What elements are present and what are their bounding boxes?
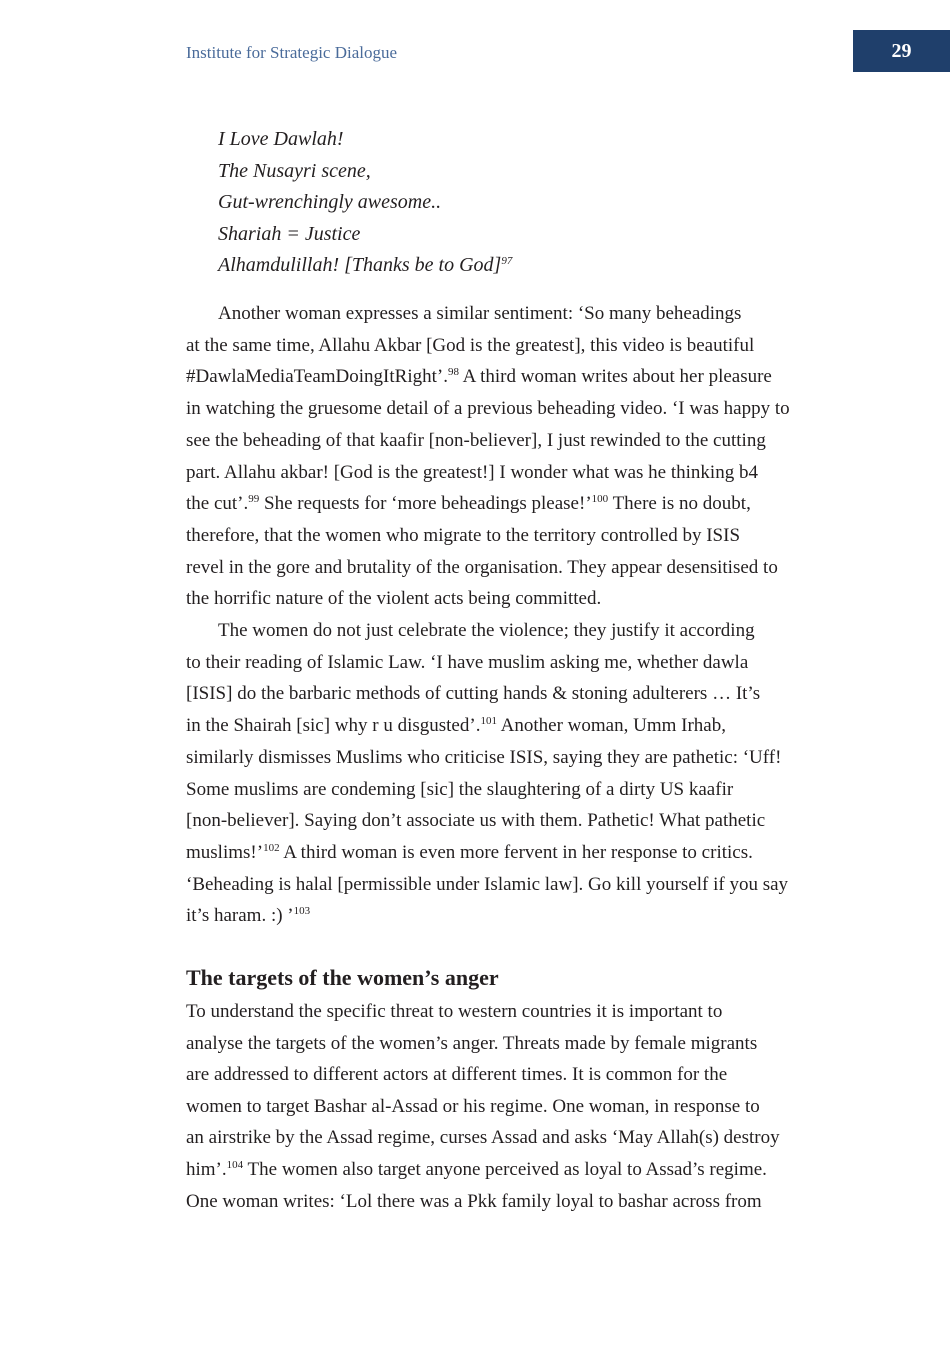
text-line: analyse the targets of the women’s anger. Threats made by female migrants [186,1032,758,1054]
text-line: similarly dismisses Muslims who criticise ISIS, saying they are pathetic: ‘Uff! [186,746,782,768]
text-run: A third woman is even more fervent in her response to critics. [279,841,753,863]
footnote-ref: 97 [501,255,513,268]
poem-quote [218,124,512,282]
text-run: him’. [186,1158,227,1180]
poem-line: I Love Dawlah! [218,128,344,150]
text-line: The women do not just celebrate the violence; they justify it according [218,620,755,641]
text-line: to their reading of Islamic Law. ‘I have muslim asking me, whether dawla [186,651,749,673]
poem-line: Shariah = Justice [218,222,361,245]
footnote-ref: 102 [263,841,280,854]
paragraph-1 [186,298,818,615]
text-line: the horrific nature of the violent acts being committed. [186,588,602,610]
text-line [186,900,818,932]
text-line: [non-believer]. Saying don’t associate us with them. Pathetic! What pathetic [186,810,766,832]
text-line [186,710,818,742]
text-line: at the same time, Allahu Akbar [God is the greatest], this video is beautiful [186,334,755,356]
text-run: in the Shairah [sic] why r u disgusted’. [186,715,481,737]
poem-line-text: Alhamdulillah! [Thanks be to God] [218,254,502,277]
text-line: therefore, that the women who migrate to the territory controlled by ISIS [186,524,741,546]
footnote-ref: 104 [226,1158,244,1171]
text-line: see the beheading of that kaafir [non-believer], I just rewinded to the cutting [186,429,766,451]
text-line: are addressed to different actors at different times. It is common for the [186,1064,728,1086]
text-line: revel in the gore and brutality of the organisation. They appear desensitised to [186,556,778,578]
text-run: Another woman, Umm Irhab, [496,715,726,737]
footnote-ref: 101 [480,715,497,728]
text-line [186,1154,818,1186]
paragraph-3 [186,996,818,1217]
text-line: an airstrike by the Assad regime, curses Assad and asks ‘May Allah(s) destroy [186,1127,780,1149]
text-line: One woman writes: ‘Lol there was a Pkk family loyal to bashar across from [186,1190,762,1212]
text-line [186,837,818,869]
paragraph-2 [186,615,818,932]
text-run: The women also target anyone perceived as loyal to Assad’s regime. [243,1158,767,1180]
text-run: #DawlaMediaTeamDoingItRight’. [186,366,448,388]
running-header-title: Institute for Strategic Dialogue [186,43,398,62]
text-line: [ISIS] do the barbaric methods of cutting hands & stoning adulterers … It’s [186,683,761,705]
poem-line [218,250,512,282]
text-line [186,488,818,520]
poem-line: The Nusayri scene, [218,159,371,182]
footnote-ref: 99 [248,493,260,506]
text-line: Another woman expresses a similar sentiment: ‘So many beheadings [218,303,742,324]
text-run: the cut’. [186,493,249,515]
footnote-ref: 100 [591,493,609,506]
text-run: muslims!’ [186,841,264,863]
text-line: in watching the gruesome detail of a previous beheading video. ‘I was happy to [186,398,790,420]
text-line: Some muslims are condeming [sic] the slaughtering of a dirty US kaafir [186,778,734,800]
text-line: To understand the specific threat to western countries it is important to [186,1001,723,1022]
text-run: She requests for ‘more beheadings please!’ [259,493,592,515]
text-line: ‘Beheading is halal [permissible under Islamic law]. Go kill yourself if you say [186,873,789,895]
footnote-ref: 98 [447,366,459,379]
section-heading: The targets of the women’s anger [186,965,499,990]
footnote-ref: 103 [293,905,311,918]
text-line [186,361,818,393]
text-run: it’s haram. :) ’ [186,905,294,927]
text-run: There is no doubt, [608,493,751,515]
page-number-badge: 29 [853,30,950,72]
text-run: A third woman writes about her pleasure [458,366,772,388]
text-line: part. Allahu akbar! [God is the greatest!] I wonder what was he thinking b4 [186,461,758,483]
text-line: women to target Bashar al-Assad or his regime. One woman, in response to [186,1095,760,1117]
poem-line: Gut-wrenchingly awesome.. [218,191,442,214]
